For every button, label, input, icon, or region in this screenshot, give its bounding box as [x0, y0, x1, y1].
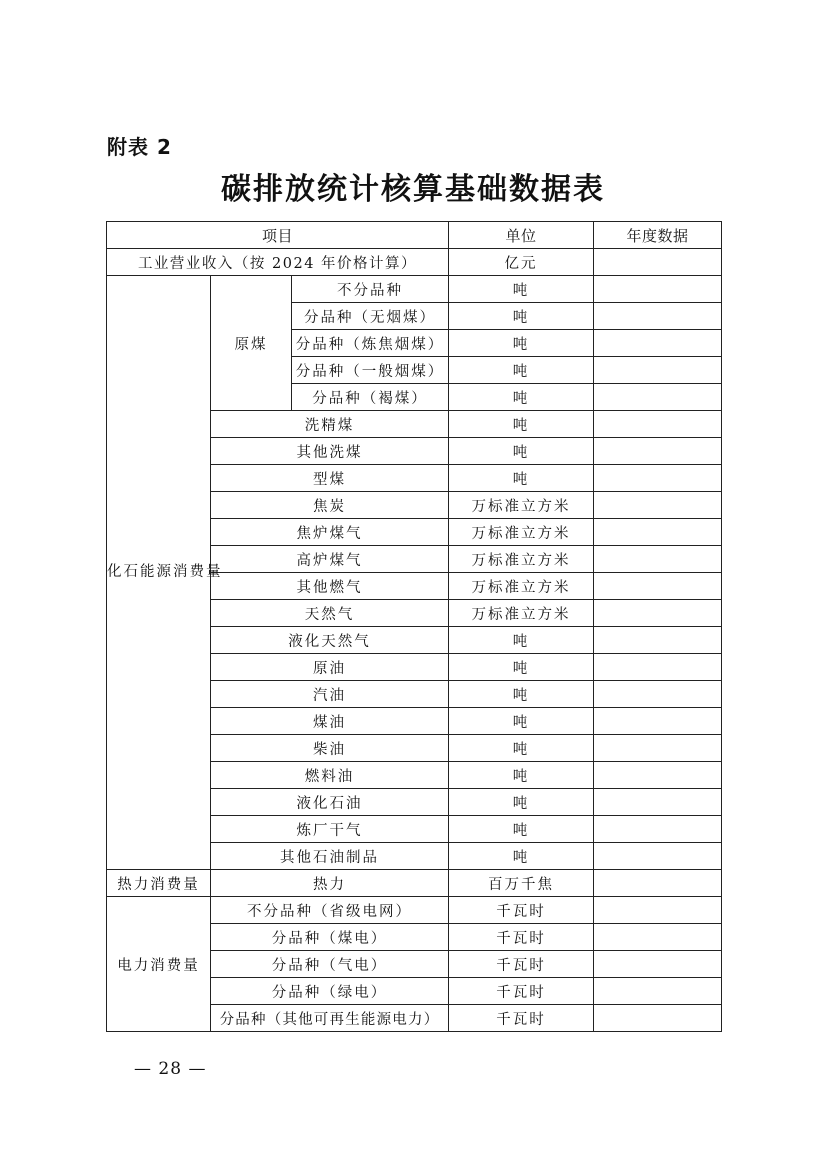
item-name: 燃料油	[211, 762, 449, 789]
unit-cell: 吨	[449, 465, 594, 492]
page-title: 碳排放统计核算基础数据表	[221, 172, 605, 207]
item-name: 炼厂干气	[211, 816, 449, 843]
annual-data-cell[interactable]	[594, 276, 722, 303]
item-name: 分品种（炼焦烟煤）	[292, 330, 449, 357]
annual-data-cell[interactable]	[594, 735, 722, 762]
annual-data-cell[interactable]	[594, 978, 722, 1005]
item-name: 其他洗煤	[211, 438, 449, 465]
header-annual-data: 年度数据	[594, 222, 722, 249]
unit-cell: 吨	[449, 681, 594, 708]
unit-cell: 吨	[449, 708, 594, 735]
annual-data-cell[interactable]	[594, 249, 722, 276]
unit-cell: 万标准立方米	[449, 492, 594, 519]
unit-cell: 吨	[449, 303, 594, 330]
item-name: 天然气	[211, 600, 449, 627]
item-name: 分品种（其他可再生能源电力）	[211, 1005, 449, 1032]
subgroup-label-raw-coal: 原煤	[211, 276, 292, 411]
item-name: 型煤	[211, 465, 449, 492]
unit-cell: 吨	[449, 438, 594, 465]
unit-cell: 万标准立方米	[449, 600, 594, 627]
group-label-electricity: 电力消费量	[107, 897, 211, 1032]
header-unit: 单位	[449, 222, 594, 249]
annual-data-cell[interactable]	[594, 951, 722, 978]
item-name: 高炉煤气	[211, 546, 449, 573]
item-name: 热力	[211, 870, 449, 897]
carbon-data-table	[106, 221, 722, 1032]
item-name: 煤油	[211, 708, 449, 735]
group-label-fossil: 化石能源消费量	[107, 276, 211, 870]
annual-data-cell[interactable]	[594, 870, 722, 897]
annual-data-cell[interactable]	[594, 600, 722, 627]
table-row	[107, 870, 722, 897]
annual-data-cell[interactable]	[594, 897, 722, 924]
unit-cell: 吨	[449, 735, 594, 762]
item-name: 洗精煤	[211, 411, 449, 438]
annual-data-cell[interactable]	[594, 573, 722, 600]
item-name: 不分品种	[292, 276, 449, 303]
annual-data-cell[interactable]	[594, 654, 722, 681]
annual-data-cell[interactable]	[594, 789, 722, 816]
item-name: 其他石油制品	[211, 843, 449, 870]
group-label-heat: 热力消费量	[107, 870, 211, 897]
annual-data-cell[interactable]	[594, 816, 722, 843]
item-name: 分品种（煤电）	[211, 924, 449, 951]
item-name: 焦炭	[211, 492, 449, 519]
unit-cell: 千瓦时	[449, 978, 594, 1005]
annex-label: 附表 2	[107, 135, 172, 159]
annual-data-cell[interactable]	[594, 438, 722, 465]
table-row	[107, 249, 722, 276]
item-name: 分品种（气电）	[211, 951, 449, 978]
unit-cell: 吨	[449, 843, 594, 870]
annual-data-cell[interactable]	[594, 546, 722, 573]
annual-data-cell[interactable]	[594, 384, 722, 411]
unit-cell: 吨	[449, 789, 594, 816]
unit-cell: 千瓦时	[449, 951, 594, 978]
table-row	[107, 276, 722, 303]
annual-data-cell[interactable]	[594, 681, 722, 708]
revenue-label: 工业营业收入（按 2024 年价格计算）	[107, 249, 449, 276]
table-row	[107, 897, 722, 924]
item-name: 焦炉煤气	[211, 519, 449, 546]
annual-data-cell[interactable]	[594, 519, 722, 546]
unit-cell: 千瓦时	[449, 1005, 594, 1032]
unit-cell: 吨	[449, 276, 594, 303]
unit-cell: 千瓦时	[449, 897, 594, 924]
annual-data-cell[interactable]	[594, 627, 722, 654]
item-name: 汽油	[211, 681, 449, 708]
unit-cell: 千瓦时	[449, 924, 594, 951]
unit-cell: 吨	[449, 816, 594, 843]
page-number: — 28 —	[134, 1059, 207, 1079]
item-name: 不分品种（省级电网）	[211, 897, 449, 924]
annual-data-cell[interactable]	[594, 465, 722, 492]
item-name: 分品种（一般烟煤）	[292, 357, 449, 384]
unit-cell: 吨	[449, 627, 594, 654]
annual-data-cell[interactable]	[594, 924, 722, 951]
item-name: 原油	[211, 654, 449, 681]
unit-cell: 万标准立方米	[449, 546, 594, 573]
unit-cell: 吨	[449, 411, 594, 438]
item-name: 分品种（无烟煤）	[292, 303, 449, 330]
unit-cell: 吨	[449, 330, 594, 357]
header-item: 项目	[107, 222, 449, 249]
annual-data-cell[interactable]	[594, 843, 722, 870]
unit-cell: 吨	[449, 384, 594, 411]
annual-data-cell[interactable]	[594, 492, 722, 519]
annual-data-cell[interactable]	[594, 411, 722, 438]
annual-data-cell[interactable]	[594, 708, 722, 735]
annual-data-cell[interactable]	[594, 1005, 722, 1032]
annual-data-cell[interactable]	[594, 357, 722, 384]
unit-cell: 万标准立方米	[449, 519, 594, 546]
unit-cell: 吨	[449, 654, 594, 681]
annual-data-cell[interactable]	[594, 762, 722, 789]
header-row	[107, 222, 722, 249]
unit-cell: 万标准立方米	[449, 573, 594, 600]
item-name: 分品种（褐煤）	[292, 384, 449, 411]
item-name: 其他燃气	[211, 573, 449, 600]
annual-data-cell[interactable]	[594, 330, 722, 357]
unit-cell: 亿元	[449, 249, 594, 276]
unit-cell: 百万千焦	[449, 870, 594, 897]
unit-cell: 吨	[449, 762, 594, 789]
item-name: 液化天然气	[211, 627, 449, 654]
unit-cell: 吨	[449, 357, 594, 384]
item-name: 柴油	[211, 735, 449, 762]
item-name: 液化石油	[211, 789, 449, 816]
annual-data-cell[interactable]	[594, 303, 722, 330]
item-name: 分品种（绿电）	[211, 978, 449, 1005]
